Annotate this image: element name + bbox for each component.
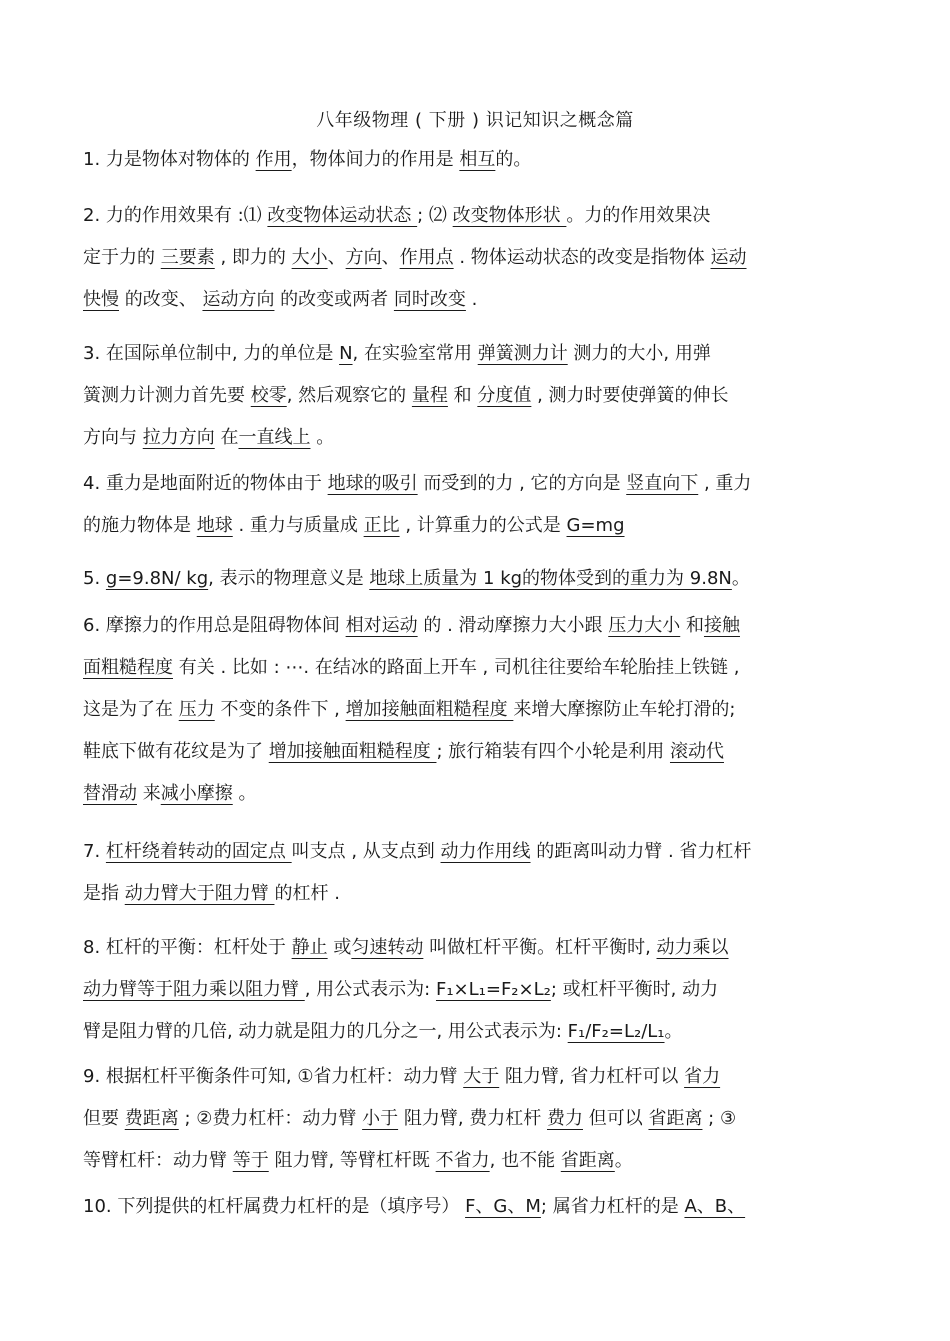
answer-blank: 运动方向 bbox=[202, 289, 275, 310]
text: , 在实验室常用 bbox=[352, 343, 478, 364]
text: . 物体运动状态的改变是指物体 bbox=[453, 247, 711, 268]
answer-blank: 不省力 bbox=[435, 1150, 490, 1171]
text: 叫支点 , 从支点到 bbox=[291, 841, 441, 862]
question-5 bbox=[83, 565, 873, 607]
answer-blank: 竖直向下 bbox=[626, 473, 699, 494]
answer-blank: 三要素 bbox=[160, 247, 215, 268]
answer-blank: 动力乘以 bbox=[656, 937, 729, 958]
text: 的杠杆 . bbox=[274, 883, 340, 904]
text: 7. bbox=[83, 841, 106, 862]
answer-blank: 动力臂大于阻力臂 bbox=[124, 883, 275, 904]
question-2-line-3 bbox=[83, 286, 873, 328]
text: 的改变、 bbox=[119, 289, 203, 310]
text: 。 bbox=[232, 783, 257, 804]
answer-blank: 相互 bbox=[459, 149, 496, 170]
text: 定于力的 bbox=[83, 247, 161, 268]
text: 来 bbox=[137, 783, 161, 804]
text: 3. 在国际单位制中, 力的单位是 bbox=[83, 343, 340, 364]
question-9-line-2 bbox=[83, 1105, 873, 1147]
question-3-line-1 bbox=[83, 340, 873, 382]
question-10-line-1 bbox=[83, 1193, 873, 1235]
text: 是指 bbox=[83, 883, 125, 904]
answer-blank: 匀速转动 bbox=[351, 937, 424, 958]
question-6-line-4 bbox=[83, 738, 873, 780]
question-4-line-2 bbox=[83, 512, 873, 554]
answer-blank: 地球 bbox=[196, 515, 233, 536]
document-title: 八年级物理 ( 下册 ) 识记知识之概念篇 bbox=[316, 110, 634, 131]
question-4-line-1 bbox=[83, 470, 873, 512]
answer-blank: g=9.8N/ kg bbox=[105, 568, 209, 589]
text: ; ②费力杠杆：动力臂 bbox=[178, 1108, 363, 1129]
text: 臂是阻力臂的几倍, 动力就是阻力的几分之一, 用公式表示为: bbox=[83, 1021, 568, 1042]
text: 而受到的力 , 它的方向是 bbox=[417, 473, 627, 494]
answer-blank: 改变物体形状 bbox=[452, 205, 567, 226]
text: 10. 下列提供的杠杆属费力杠杆的是（填序号） bbox=[83, 1196, 466, 1217]
answer-blank: 地球上质量为 1 kg的物体受到的重力为 9.8N bbox=[369, 568, 732, 589]
answer-blank: 等于 bbox=[232, 1150, 269, 1171]
text: ; 或杠杆平衡时, 动力 bbox=[550, 979, 719, 1000]
text: 、 bbox=[327, 247, 346, 268]
text: , 即力的 bbox=[214, 247, 292, 268]
text: 。力的作用效果决 bbox=[566, 205, 711, 226]
question-3 bbox=[83, 340, 873, 466]
question-4 bbox=[83, 470, 873, 554]
text: 来增大摩擦防止车轮打滑的; bbox=[513, 699, 736, 720]
text: 。 bbox=[731, 568, 750, 589]
question-6 bbox=[83, 612, 873, 822]
answer-blank: 替滑动 bbox=[83, 783, 137, 804]
answer-blank: 减小摩擦 bbox=[160, 783, 233, 804]
answer-blank: 一直线上 bbox=[238, 427, 311, 448]
answer-blank: 量程 bbox=[411, 385, 448, 406]
question-2 bbox=[83, 202, 873, 328]
answer-blank: 滚动代 bbox=[669, 741, 724, 762]
answer-blank: A、B、 bbox=[684, 1196, 746, 1217]
text: , 重力 bbox=[698, 473, 752, 494]
text: 和 bbox=[447, 385, 478, 406]
answer-blank: 拉力方向 bbox=[142, 427, 215, 448]
text: 鞋底下做有花纹是为了 bbox=[83, 741, 269, 762]
text: 和 bbox=[680, 615, 704, 636]
text: 簧测力计测力首先要 bbox=[83, 385, 251, 406]
question-1 bbox=[83, 146, 873, 188]
question-3-line-2 bbox=[83, 382, 873, 424]
answer-blank: 费力 bbox=[547, 1108, 583, 1129]
answer-blank: 压力大小 bbox=[608, 615, 681, 636]
answer-blank: 校零 bbox=[250, 385, 287, 406]
answer-blank: 增加接触面粗糙程度 bbox=[345, 699, 514, 720]
text: , 也不能 bbox=[489, 1150, 561, 1171]
question-6-line-2 bbox=[83, 654, 873, 696]
text: 这是为了在 bbox=[83, 699, 179, 720]
answer-blank: 大小 bbox=[291, 247, 328, 268]
text: ; 旅行箱装有四个小轮是利用 bbox=[436, 741, 670, 762]
question-6-line-1 bbox=[83, 612, 873, 654]
text: . bbox=[465, 289, 478, 310]
text: 5. bbox=[83, 568, 106, 589]
question-8-line-3 bbox=[83, 1018, 873, 1060]
text: 8. 杠杆的平衡：杠杆处于 bbox=[83, 937, 292, 958]
text: 方向与 bbox=[83, 427, 143, 448]
question-7 bbox=[83, 838, 873, 922]
text: 叫做杠杆平衡。杠杆平衡时, bbox=[423, 937, 657, 958]
text: 。 bbox=[664, 1021, 683, 1042]
answer-blank: 分度值 bbox=[477, 385, 532, 406]
text: 、 bbox=[381, 247, 400, 268]
answer-blank: 接触 bbox=[703, 615, 740, 636]
answer-blank: 弹簧测力计 bbox=[477, 343, 568, 364]
text: 的施力物体是 bbox=[83, 515, 197, 536]
text: 的 . 滑动摩擦力大小跟 bbox=[417, 615, 609, 636]
question-2-line-1 bbox=[83, 202, 873, 244]
text: 的距离叫动力臂 . 省力杠杆 bbox=[530, 841, 752, 862]
text: 在 bbox=[214, 427, 239, 448]
answer-blank: 快慢 bbox=[83, 289, 119, 310]
answer-blank: 杠杆绕着转动的固定点 bbox=[105, 841, 292, 862]
answer-blank: 省距离 bbox=[648, 1108, 703, 1129]
text: 等臂杠杆：动力臂 bbox=[83, 1150, 233, 1171]
text: 测力的大小, 用弹 bbox=[567, 343, 711, 364]
question-7-line-2 bbox=[83, 880, 873, 922]
text: 阻力臂, 省力杠杆可以 bbox=[499, 1066, 685, 1087]
answer-blank: 大于 bbox=[463, 1066, 500, 1087]
answer-blank: 同时改变 bbox=[393, 289, 466, 310]
question-9-line-1 bbox=[83, 1063, 873, 1105]
question-9-line-3 bbox=[83, 1147, 873, 1189]
text: 但可以 bbox=[583, 1108, 649, 1129]
answer-blank: 小于 bbox=[362, 1108, 399, 1129]
answer-blank: 省距离 bbox=[560, 1150, 615, 1171]
answer-blank: 地球的吸引 bbox=[327, 473, 418, 494]
text: ; 属省力杠杆的是 bbox=[540, 1196, 685, 1217]
text: , 然后观察它的 bbox=[286, 385, 412, 406]
formula-answer: F₁/F₂=L₂/L₁ bbox=[567, 1021, 665, 1042]
answer-blank: 省力 bbox=[684, 1066, 721, 1087]
text: 有关 . 比如 : ⋯. 在结冰的路面上开车 , 司机往往要给车轮胎挂上铁链 , bbox=[173, 657, 740, 678]
question-6-line-3 bbox=[83, 696, 873, 738]
question-2-line-2 bbox=[83, 244, 873, 286]
answer-blank: F、G、M bbox=[465, 1196, 541, 1217]
text: , 用公式表示为: bbox=[304, 979, 436, 1000]
text: 4. 重力是地面附近的物体由于 bbox=[83, 473, 328, 494]
answer-blank: 增加接触面粗糙程度 bbox=[268, 741, 437, 762]
text: . 重力与质量成 bbox=[232, 515, 364, 536]
question-9 bbox=[83, 1063, 873, 1189]
text: 阻力臂, 等臂杠杆既 bbox=[268, 1150, 436, 1171]
text: , 测力时要使弹簧的伸长 bbox=[531, 385, 729, 406]
answer-blank: 动力作用线 bbox=[440, 841, 531, 862]
question-8-line-1 bbox=[83, 934, 873, 976]
question-8-line-2 bbox=[83, 976, 873, 1018]
text: 不变的条件下 , bbox=[214, 699, 346, 720]
text: ; ③ bbox=[702, 1108, 737, 1129]
text: 9. 根据杠杆平衡条件可知, ①省力杠杆：动力臂 bbox=[83, 1066, 464, 1087]
answer-blank: 费距离 bbox=[124, 1108, 179, 1129]
text: 的。 bbox=[495, 149, 532, 170]
answer-blank: 正比 bbox=[363, 515, 400, 536]
answer-blank: 方向 bbox=[345, 247, 382, 268]
text: 。 bbox=[614, 1150, 633, 1171]
answer-blank: G=mg bbox=[566, 515, 625, 536]
answer-blank: 压力 bbox=[178, 699, 215, 720]
question-1-line-1 bbox=[83, 146, 873, 188]
answer-blank: 相对运动 bbox=[345, 615, 418, 636]
text: 的改变或两者 bbox=[274, 289, 394, 310]
answer-blank: 运动 bbox=[710, 247, 747, 268]
answer-blank: 面粗糙程度 bbox=[83, 657, 173, 678]
text: 但要 bbox=[83, 1108, 125, 1129]
answer-blank: 静止 bbox=[291, 937, 328, 958]
question-3-line-3 bbox=[83, 424, 873, 466]
question-8 bbox=[83, 934, 873, 1060]
text: , 表示的物理意义是 bbox=[208, 568, 370, 589]
formula-answer: F₁×L₁=F₂×L₂ bbox=[435, 979, 551, 1000]
answer-blank: 作用点 bbox=[399, 247, 454, 268]
answer-blank: N bbox=[339, 343, 353, 364]
text: 6. 摩擦力的作用总是阻碍物体间 bbox=[83, 615, 346, 636]
text: 2. 力的作用效果有 :⑴ bbox=[83, 205, 268, 226]
question-5-line-1 bbox=[83, 565, 873, 607]
text: , 计算重力的公式是 bbox=[399, 515, 567, 536]
text: 阻力臂, 费力杠杆 bbox=[398, 1108, 547, 1129]
text: ，物体间力的作用是 bbox=[291, 149, 460, 170]
text: 。 bbox=[310, 427, 335, 448]
text: 或 bbox=[327, 937, 352, 958]
answer-blank: 动力臂等于阻力乘以阻力臂 bbox=[83, 979, 305, 1000]
question-6-line-5 bbox=[83, 780, 873, 822]
text: ; ⑵ bbox=[417, 205, 453, 226]
answer-blank: 改变物体运动状态 bbox=[267, 205, 418, 226]
question-10 bbox=[83, 1193, 873, 1235]
question-7-line-1 bbox=[83, 838, 873, 880]
answer-blank: 作用 bbox=[255, 149, 292, 170]
text: 1. 力是物体对物体的 bbox=[83, 149, 256, 170]
